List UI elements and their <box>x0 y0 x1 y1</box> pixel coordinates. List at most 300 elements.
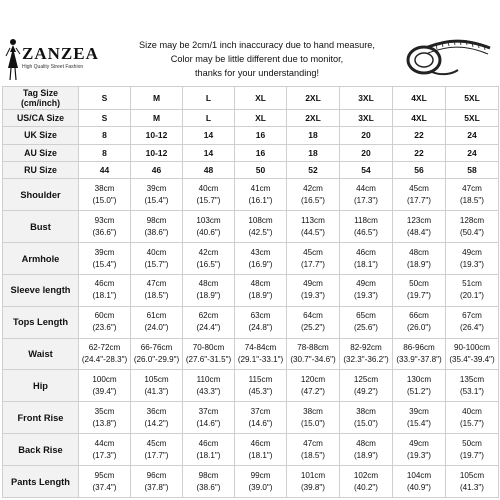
measurement-cell <box>235 466 287 498</box>
measurement-cell <box>393 306 446 338</box>
measurement-cell <box>393 274 446 306</box>
size-cell: 24 <box>446 144 499 161</box>
measurement-cell <box>79 338 131 370</box>
inch-value: (36.6") <box>92 227 117 237</box>
cm-value: 48cm <box>356 438 376 448</box>
inch-value: (25.6") <box>353 323 379 333</box>
inch-value: (13.8") <box>92 418 117 428</box>
row-label: Shoulder <box>3 179 79 211</box>
size-cell: 54 <box>340 161 393 178</box>
inch-value: (16.1") <box>248 195 273 205</box>
inch-value: (15.0") <box>92 195 117 205</box>
row-label: Pants Length <box>3 466 79 498</box>
cm-value: 103cm <box>196 215 221 225</box>
measurement-cell <box>131 466 183 498</box>
measurement-cell <box>287 370 340 402</box>
inch-value: (40.6") <box>196 227 221 237</box>
inch-value: (15.7") <box>144 259 169 269</box>
cm-value: 38cm <box>303 406 323 416</box>
inch-value: (18.1") <box>92 291 117 301</box>
measurement-cell <box>131 274 183 306</box>
cm-value: 35cm <box>94 406 115 416</box>
inch-value: (26.0"-29.9") <box>133 355 180 365</box>
measurement-cell <box>340 434 393 466</box>
measurement-row <box>3 466 499 498</box>
measurement-cell <box>446 211 499 243</box>
measurement-row <box>3 274 499 306</box>
size-header-row <box>3 87 499 110</box>
measurement-cell <box>183 211 235 243</box>
cm-value: 44cm <box>356 183 376 193</box>
row-label: Armhole <box>3 243 79 275</box>
cm-value: 46cm <box>250 438 271 448</box>
inch-value: (18.5") <box>459 195 485 205</box>
cm-value: 64cm <box>303 311 323 321</box>
inch-value: (24.0") <box>144 323 169 333</box>
inch-value: (45.3") <box>248 386 273 396</box>
inch-value: (30.7"-34.6") <box>290 355 336 365</box>
size-header-row <box>3 144 499 161</box>
size-cell: 16 <box>235 144 287 161</box>
inch-value: (39.8") <box>300 482 326 492</box>
measurement-cell <box>287 243 340 275</box>
cm-value: 95cm <box>94 470 115 480</box>
measurement-row <box>3 211 499 243</box>
size-cell: 50 <box>235 161 287 178</box>
measurement-cell <box>79 179 131 211</box>
inch-value: (44.5") <box>300 227 326 237</box>
measurement-cell <box>340 466 393 498</box>
size-cell: 10-12 <box>131 127 183 144</box>
inch-value: (27.6"-31.5") <box>185 355 232 365</box>
inch-value: (25.2") <box>300 323 326 333</box>
measurement-row <box>3 338 499 370</box>
row-label: UK Size <box>3 127 79 144</box>
inch-value: (17.3") <box>92 450 117 460</box>
row-label: Waist <box>3 338 79 370</box>
cm-value: 99cm <box>250 470 271 480</box>
cm-value: 105cm <box>144 374 169 384</box>
inch-value: (40.2") <box>353 482 379 492</box>
size-cell: 8 <box>79 144 131 161</box>
measurement-cell <box>393 434 446 466</box>
cm-value: 123cm <box>406 215 432 225</box>
size-cell: 5XL <box>446 109 499 126</box>
measurement-cell <box>79 211 131 243</box>
cm-value: 50cm <box>409 279 429 289</box>
measurement-cell <box>287 434 340 466</box>
measurement-cell <box>287 338 340 370</box>
inch-value: (24.8") <box>248 323 273 333</box>
measurement-cell <box>340 274 393 306</box>
inch-value: (14.6") <box>196 418 221 428</box>
inch-value: (26.4") <box>459 323 485 333</box>
measurement-row <box>3 243 499 275</box>
measurement-cell <box>183 179 235 211</box>
measurement-cell <box>287 179 340 211</box>
cm-value: 50cm <box>462 438 482 448</box>
row-label: Front Rise <box>3 402 79 434</box>
inch-value: (18.9") <box>196 291 221 301</box>
cm-value: 60cm <box>94 311 115 321</box>
measurement-cell <box>131 306 183 338</box>
inch-value: (16.5") <box>196 259 221 269</box>
measurement-cell <box>393 402 446 434</box>
row-label: Bust <box>3 211 79 243</box>
size-cell: XL <box>235 109 287 126</box>
cm-value: 110cm <box>196 374 221 384</box>
size-cell: 2XL <box>287 87 340 110</box>
inch-value: (29.1"-33.1") <box>237 355 284 365</box>
measurement-cell <box>393 370 446 402</box>
measurement-cell <box>287 466 340 498</box>
inch-value: (17.7") <box>406 195 432 205</box>
measurement-cell <box>446 402 499 434</box>
inch-value: (15.0") <box>353 418 379 428</box>
brand-name: ZANZEA <box>22 44 99 63</box>
size-cell: S <box>79 87 131 110</box>
size-cell: 24 <box>446 127 499 144</box>
notice-line: Size may be 2cm/1 inch inaccuracy due to hand measure, <box>139 40 375 50</box>
measurement-cell <box>235 434 287 466</box>
cm-value: 74-84cm <box>244 343 277 353</box>
measurement-cell <box>446 243 499 275</box>
measurement-row <box>3 370 499 402</box>
measurement-cell <box>287 274 340 306</box>
cm-value: 42cm <box>198 247 219 257</box>
measurement-cell <box>446 179 499 211</box>
inch-value: (47.2") <box>300 386 326 396</box>
inch-value: (43.3") <box>196 386 221 396</box>
cm-value: 70-80cm <box>192 343 225 353</box>
inch-value: (35.4"-39.4") <box>449 355 495 365</box>
inch-value: (33.9"-37.8") <box>396 355 442 365</box>
inch-value: (16.9") <box>248 259 273 269</box>
size-cell: XL <box>235 87 287 110</box>
inch-value: (23.6") <box>92 323 117 333</box>
measurement-cell <box>446 338 499 370</box>
measurement-cell <box>235 370 287 402</box>
brand-tagline: High Quality Street Fashion <box>22 64 84 70</box>
cm-value: 36cm <box>146 406 167 416</box>
inch-value: (37.4") <box>92 482 117 492</box>
measurement-cell <box>183 243 235 275</box>
measurement-cell <box>393 179 446 211</box>
cm-value: 90-100cm <box>454 343 490 353</box>
measurement-cell <box>340 179 393 211</box>
measurement-cell <box>131 243 183 275</box>
measurement-cell <box>131 434 183 466</box>
inch-value: (24.4"-28.3") <box>81 355 128 365</box>
inch-value: (46.5") <box>353 227 379 237</box>
measurement-cell <box>235 402 287 434</box>
measurement-cell <box>131 402 183 434</box>
inch-value: (18.5") <box>144 291 169 301</box>
measurement-cell <box>183 338 235 370</box>
size-cell: 3XL <box>340 87 393 110</box>
measurement-row <box>3 179 499 211</box>
cm-value: 93cm <box>94 215 115 225</box>
cm-value: 115cm <box>248 374 273 384</box>
chart-header <box>0 0 500 84</box>
inch-value: (40.9") <box>406 482 432 492</box>
size-header-row <box>3 127 499 144</box>
measurement-cell <box>340 370 393 402</box>
cm-value: 120cm <box>300 374 326 384</box>
measurement-cell <box>235 243 287 275</box>
measurement-cell <box>183 274 235 306</box>
measurement-cell <box>183 466 235 498</box>
inch-value: (14.2") <box>144 418 169 428</box>
measurement-cell <box>446 370 499 402</box>
size-cell: M <box>131 87 183 110</box>
inch-value: (41.3") <box>144 386 169 396</box>
cm-value: 45cm <box>409 183 429 193</box>
cm-value: 104cm <box>406 470 432 480</box>
row-label: RU Size <box>3 161 79 178</box>
inch-value: (18.1") <box>196 450 221 460</box>
size-cell: 22 <box>393 144 446 161</box>
size-cell: 8 <box>79 127 131 144</box>
cm-value: 62cm <box>198 311 219 321</box>
size-cell: 16 <box>235 127 287 144</box>
inch-value: (32.3"-36.2") <box>343 355 389 365</box>
cm-value: 108cm <box>248 215 273 225</box>
inch-value: (18.1") <box>248 450 273 460</box>
size-cell: 18 <box>287 144 340 161</box>
measurement-cell <box>183 402 235 434</box>
fashion-figure-icon <box>4 38 22 82</box>
cm-value: 47cm <box>146 279 167 289</box>
cm-value: 113cm <box>301 215 325 225</box>
inch-value: (18.9") <box>248 291 273 301</box>
inch-value: (15.4") <box>92 259 117 269</box>
cm-value: 135cm <box>459 374 485 384</box>
inch-value: (17.7") <box>144 450 169 460</box>
measurement-cell <box>79 274 131 306</box>
cm-value: 102cm <box>353 470 379 480</box>
cm-value: 45cm <box>146 438 167 448</box>
inch-value: (15.7") <box>459 418 485 428</box>
cm-value: 125cm <box>353 374 379 384</box>
measurement-cell <box>183 434 235 466</box>
cm-value: 43cm <box>250 247 271 257</box>
measurement-cell <box>340 243 393 275</box>
size-cell: M <box>131 109 183 126</box>
cm-value: 48cm <box>250 279 271 289</box>
inch-value: (17.7") <box>300 259 326 269</box>
cm-value: 46cm <box>94 279 115 289</box>
measurement-cell <box>340 338 393 370</box>
measurement-cell <box>79 466 131 498</box>
measurement-cell <box>183 370 235 402</box>
inch-value: (26.0") <box>406 323 432 333</box>
measurement-row <box>3 402 499 434</box>
measurement-row <box>3 306 499 338</box>
inch-value: (39.0") <box>248 482 273 492</box>
cm-value: 42cm <box>303 183 323 193</box>
size-cell: S <box>79 109 131 126</box>
cm-value: 61cm <box>146 311 167 321</box>
size-cell: 4XL <box>393 109 446 126</box>
size-header-row <box>3 109 499 126</box>
inch-value: (38.6") <box>196 482 221 492</box>
inch-value: (51.2") <box>406 386 432 396</box>
inch-value: (14.6") <box>248 418 273 428</box>
measurement-cell <box>287 402 340 434</box>
inch-value: (19.3") <box>353 291 379 301</box>
size-cell: L <box>183 109 235 126</box>
cm-value: 96cm <box>146 470 167 480</box>
cm-value: 38cm <box>356 406 376 416</box>
inch-value: (19.7") <box>459 450 485 460</box>
cm-value: 130cm <box>406 374 432 384</box>
row-label: AU Size <box>3 144 79 161</box>
size-cell: 2XL <box>287 109 340 126</box>
inch-value: (49.2") <box>353 386 379 396</box>
measurement-cell <box>131 338 183 370</box>
measurement-cell <box>287 306 340 338</box>
cm-value: 118cm <box>354 215 378 225</box>
row-label: Hip <box>3 370 79 402</box>
size-cell: 10-12 <box>131 144 183 161</box>
measurement-cell <box>183 306 235 338</box>
measurement-cell <box>235 338 287 370</box>
measurement-cell <box>393 466 446 498</box>
cm-value: 86-96cm <box>403 343 435 353</box>
cm-value: 67cm <box>462 311 482 321</box>
measurement-cell <box>79 434 131 466</box>
inch-value: (19.3") <box>459 259 485 269</box>
cm-value: 41cm <box>250 183 271 193</box>
measuring-tape-icon <box>402 34 494 80</box>
cm-value: 39cm <box>146 183 167 193</box>
size-cell: 20 <box>340 144 393 161</box>
inch-value: (24.4") <box>196 323 221 333</box>
cm-value: 45cm <box>303 247 323 257</box>
cm-value: 66-76cm <box>140 343 173 353</box>
measurement-cell <box>79 370 131 402</box>
inch-value: (53.1") <box>459 386 485 396</box>
notice-line: thanks for your understanding! <box>194 68 320 78</box>
cm-value: 39cm <box>94 247 115 257</box>
cm-value: 100cm <box>92 374 117 384</box>
inch-value: (39.4") <box>92 386 117 396</box>
row-label: Tops Length <box>3 306 79 338</box>
measurement-notice <box>122 38 392 80</box>
measurement-cell <box>79 243 131 275</box>
cm-value: 49cm <box>303 279 323 289</box>
measurement-cell <box>446 306 499 338</box>
inch-value: (18.9") <box>353 450 379 460</box>
cm-value: 47cm <box>303 438 323 448</box>
size-cell: 52 <box>287 161 340 178</box>
measurement-row <box>3 434 499 466</box>
inch-value: (19.3") <box>406 450 432 460</box>
inch-value: (17.3") <box>353 195 379 205</box>
cm-value: 44cm <box>94 438 115 448</box>
measurement-cell <box>79 402 131 434</box>
size-cell: 58 <box>446 161 499 178</box>
measurement-cell <box>235 306 287 338</box>
cm-value: 105cm <box>459 470 485 480</box>
inch-value: (15.7") <box>196 195 221 205</box>
size-cell: 44 <box>79 161 131 178</box>
inch-value: (48.4") <box>406 227 432 237</box>
measurement-cell <box>340 211 393 243</box>
measurement-cell <box>393 211 446 243</box>
cm-value: 40cm <box>198 183 219 193</box>
size-cell: 20 <box>340 127 393 144</box>
inch-value: (19.7") <box>406 291 432 301</box>
inch-value: (50.4") <box>459 227 485 237</box>
cm-value: 63cm <box>250 311 271 321</box>
brand-logo <box>4 38 114 82</box>
size-cell: 4XL <box>393 87 446 110</box>
cm-value: 46cm <box>198 438 219 448</box>
cm-value: 38cm <box>94 183 115 193</box>
cm-value: 48cm <box>409 247 429 257</box>
cm-value: 51cm <box>462 279 482 289</box>
row-label: Back Rise <box>3 434 79 466</box>
size-cell: 14 <box>183 144 235 161</box>
cm-value: 40cm <box>146 247 167 257</box>
measurement-cell <box>393 338 446 370</box>
inch-value: (15.4") <box>144 195 169 205</box>
measurement-cell <box>235 211 287 243</box>
size-cell: 22 <box>393 127 446 144</box>
row-label: Tag Size (cm/inch) <box>3 87 79 110</box>
cm-value: 82-92cm <box>350 343 382 353</box>
measurement-cell <box>131 211 183 243</box>
cm-value: 48cm <box>198 279 219 289</box>
measurement-cell <box>446 466 499 498</box>
measurement-cell <box>131 370 183 402</box>
size-cell: 3XL <box>340 109 393 126</box>
measurement-cell <box>446 274 499 306</box>
inch-value: (18.9") <box>406 259 432 269</box>
size-cell: 48 <box>183 161 235 178</box>
inch-value: (15.0") <box>300 418 326 428</box>
cm-value: 78-88cm <box>297 343 329 353</box>
inch-value: (18.1") <box>353 259 379 269</box>
cm-value: 46cm <box>356 247 376 257</box>
cm-value: 98cm <box>198 470 219 480</box>
cm-value: 40cm <box>462 406 482 416</box>
cm-value: 98cm <box>146 215 167 225</box>
cm-value: 37cm <box>250 406 271 416</box>
measurement-cell <box>235 179 287 211</box>
inch-value: (18.5") <box>300 450 326 460</box>
measurement-cell <box>340 402 393 434</box>
inch-value: (20.1") <box>459 291 485 301</box>
inch-value: (19.3") <box>300 291 326 301</box>
notice-line: Color may be little different due to monitor, <box>170 54 344 64</box>
size-chart-table <box>2 86 499 498</box>
cm-value: 128cm <box>459 215 485 225</box>
measurement-cell <box>340 306 393 338</box>
inch-value: (16.5") <box>300 195 326 205</box>
inch-value: (41.3") <box>459 482 485 492</box>
cm-value: 62-72cm <box>88 343 121 353</box>
size-cell: 56 <box>393 161 446 178</box>
inch-value: (38.6") <box>144 227 169 237</box>
inch-value: (37.8") <box>144 482 169 492</box>
measurement-cell <box>131 179 183 211</box>
size-cell: 5XL <box>446 87 499 110</box>
inch-value: (42.5") <box>248 227 273 237</box>
cm-value: 47cm <box>462 183 482 193</box>
